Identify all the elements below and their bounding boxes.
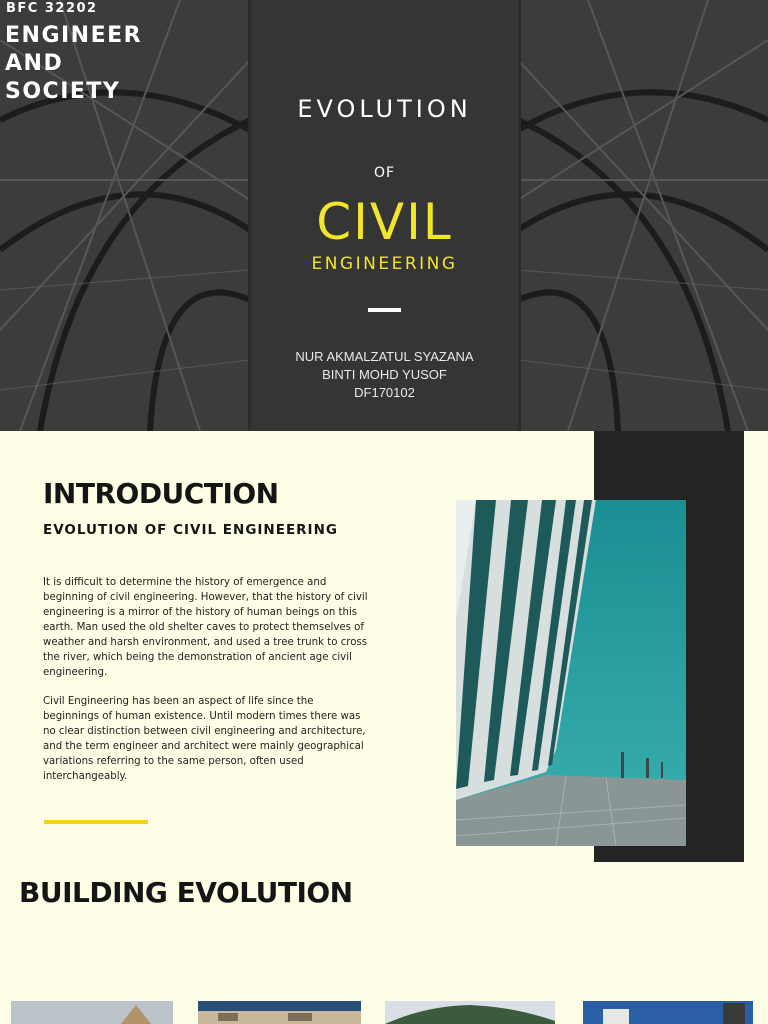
title-evolution: EVOLUTION xyxy=(297,95,472,123)
author-name-line-2: BINTI MOHD YUSOF xyxy=(322,367,447,382)
building-evolution-heading: BUILDING EVOLUTION xyxy=(19,876,353,909)
title-divider xyxy=(368,308,401,312)
title-of: OF xyxy=(373,165,396,181)
introduction-paragraph-1: It is difficult to determine the history of emergence and beginning of civil engineering. However, that the history of civil engineering is a mirror of the history of human beings on this earth. Man used the old shelter caves to protect themselves of weather and harsh environment, and used a tree trunk to cross the river, which being the demonstration of ancient age civil engineering. xyxy=(43,577,368,678)
course-code: BFC 32202 xyxy=(6,1,98,16)
building-thumbnail-2 xyxy=(198,1001,361,1024)
author-block xyxy=(251,348,518,402)
introduction-subheading: EVOLUTION OF CIVIL ENGINEERING xyxy=(43,522,338,538)
title-civil: CIVIL xyxy=(316,193,453,251)
cover-hero xyxy=(0,0,768,431)
building-thumbnail-1 xyxy=(11,1001,173,1024)
building-thumbnail-4 xyxy=(583,1001,753,1024)
introduction-heading: INTRODUCTION xyxy=(43,477,279,510)
title-panel xyxy=(251,0,518,431)
author-id: DF170102 xyxy=(354,385,415,400)
author-name-line-1: NUR AKMALZATUL SYAZANA xyxy=(295,349,474,364)
title-engineering: ENGINEERING xyxy=(311,254,458,274)
building-thumbnail-3 xyxy=(385,1001,555,1024)
course-title: ENGINEER AND SOCIETY xyxy=(5,23,143,104)
modern-building-photo xyxy=(456,500,686,846)
introduction-paragraph-2: Civil Engineering has been an aspect of life since the beginnings of human existence. Until modern times there was no clear distinction between civil engineering and architecture, and the term engineer and architect were mainly geographical variations referring to the same person, often used interchangeably. xyxy=(43,696,366,782)
yellow-accent-rule xyxy=(44,820,148,824)
